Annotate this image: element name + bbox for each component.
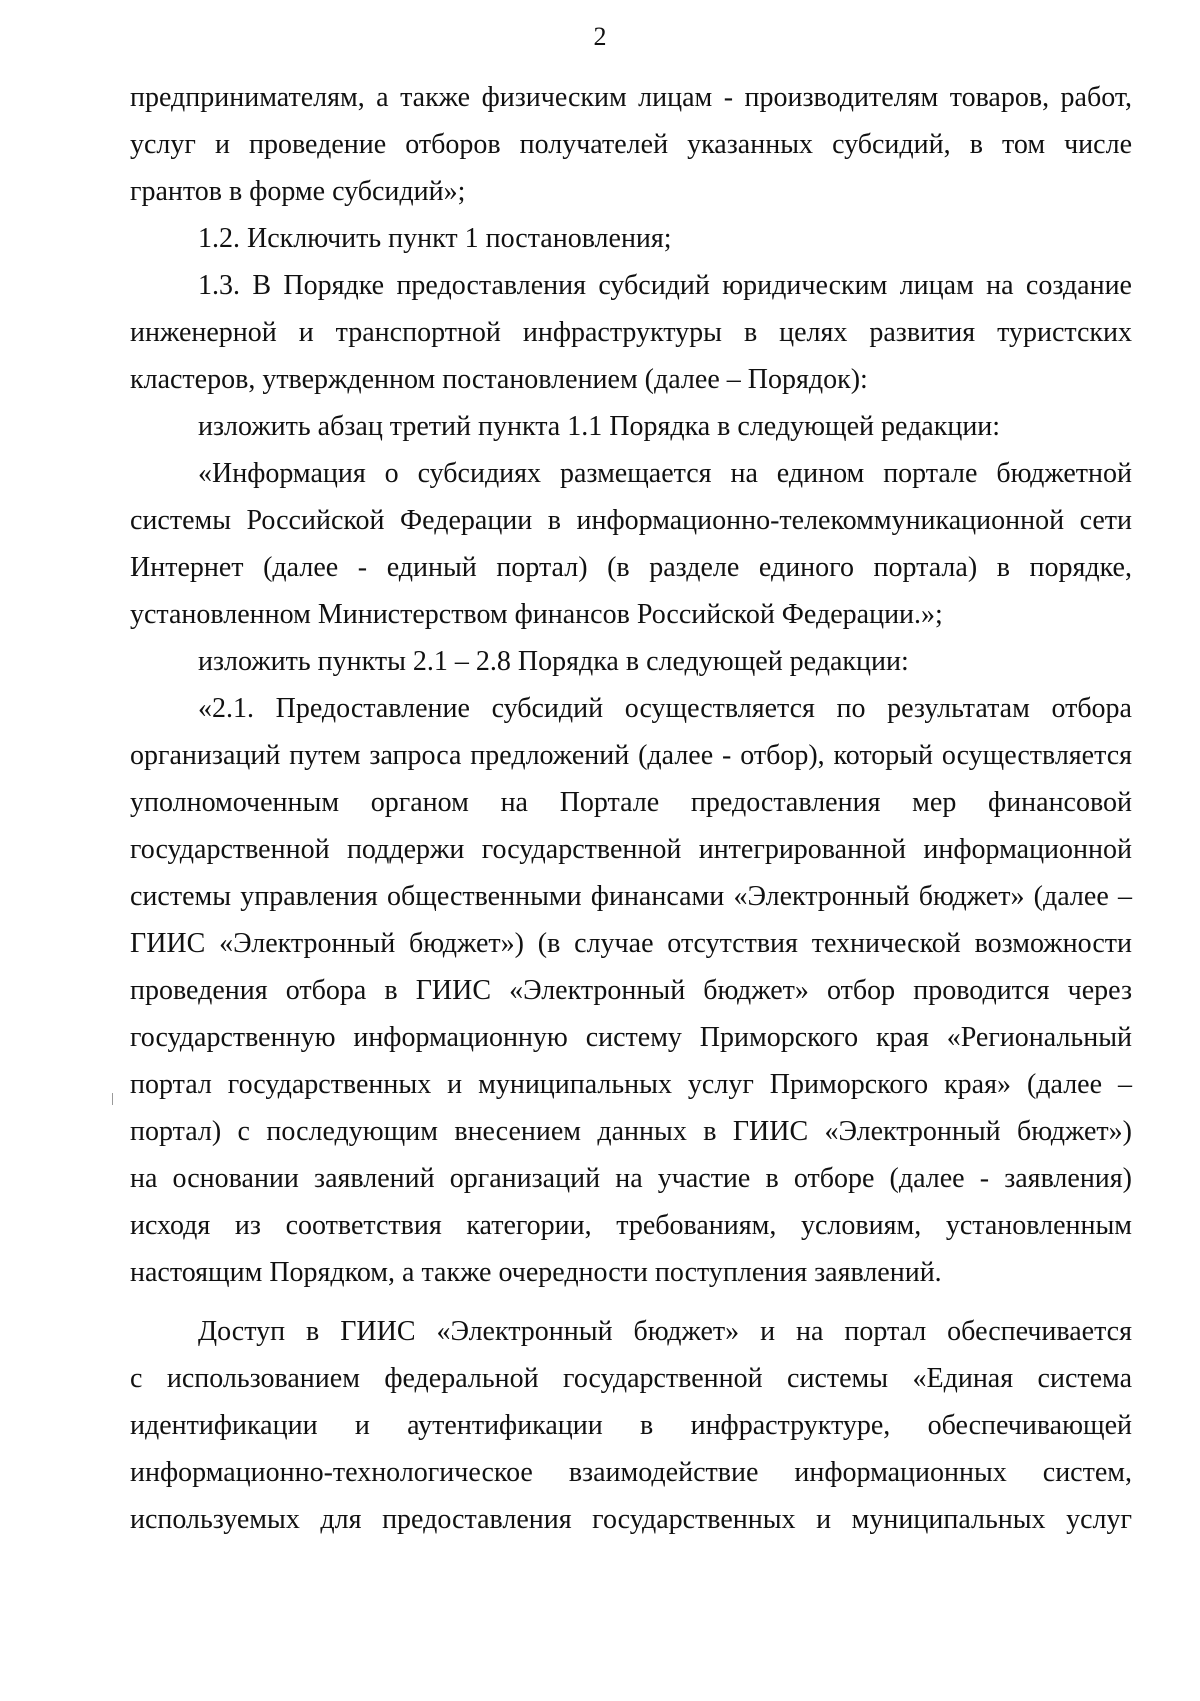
text-line: с использованием федеральной государственной системы «Единая система [130,1363,1132,1394]
text-line: используемых для предоставления государственных и муниципальных услуг [130,1504,1132,1535]
text-line: изложить абзац третий пункта 1.1 Порядка в следующей редакции: [198,411,1001,442]
text-line: портал) с последующим внесением данных в ГИИС «Электронный бюджет») [130,1116,1132,1147]
text-line: кластеров, утвержденном постановлением (далее – Порядок): [130,364,868,395]
text-line: «Информация о субсидиях размещается на едином портале бюджетной [198,458,1132,489]
text-line: услуг и проведение отборов получателей указанных субсидий, в том числе [130,129,1132,160]
text-line: 1.3. В Порядке предоставления субсидий юридическим лицам на создание [198,270,1132,301]
text-line: «2.1. Предоставление субсидий осуществляется по результатам отбора [198,693,1132,724]
page-number: 2 [593,22,607,51]
text-line: грантов в форме субсидий»; [130,176,466,207]
text-line: ГИИС «Электронный бюджет») (в случае отсутствия технической возможности [130,928,1132,959]
text-line: исходя из соответствия категории, требованиям, условиям, установленным [130,1210,1132,1241]
text-line: государственной поддержи государственной интегрированной информационной [130,834,1132,865]
text-line: настоящим Порядком, а также очередности поступления заявлений. [130,1257,942,1288]
text-line: проведения отбора в ГИИС «Электронный бюджет» отбор проводится через [130,975,1132,1006]
paragraph-gap [130,1296,1132,1308]
text-line: уполномоченным органом на Портале предоставления мер финансовой [130,787,1132,818]
text-line: системы управления общественными финансами «Электронный бюджет» (далее – [130,881,1132,912]
text-line: Интернет (далее - единый портал) (в разделе единого портала) в порядке, [130,552,1132,583]
text-line: портал государственных и муниципальных услуг Приморского края» (далее – [130,1069,1132,1100]
text-line: предпринимателям, а также физическим лицам - производителям товаров, работ, [130,82,1132,113]
text-line: информационно-технологическое взаимодействие информационных систем, [130,1457,1132,1488]
text-line: организаций путем запроса предложений (далее - отбор), который осуществляется [130,740,1132,771]
text-line: установленном Министерством финансов Российской Федерации.»; [130,599,943,630]
text-line: инженерной и транспортной инфраструктуры в целях развития туристских [130,317,1132,348]
text-line: 1.2. Исключить пункт 1 постановления; [198,223,672,254]
text-line: государственную информационную систему Приморского края «Региональный [130,1022,1132,1053]
text-line: Доступ в ГИИС «Электронный бюджет» и на портал обеспечивается [198,1316,1132,1347]
document-body [130,74,1132,1543]
text-line: изложить пункты 2.1 – 2.8 Порядка в следующей редакции: [198,646,909,677]
text-line: системы Российской Федерации в информационно-телекоммуникационной сети [130,505,1132,536]
text-line: на основании заявлений организаций на участие в отборе (далее - заявления) [130,1163,1132,1194]
text-line: идентификации и аутентификации в инфраструктуре, обеспечивающей [130,1410,1132,1441]
scan-artifact-mark [112,1093,113,1105]
